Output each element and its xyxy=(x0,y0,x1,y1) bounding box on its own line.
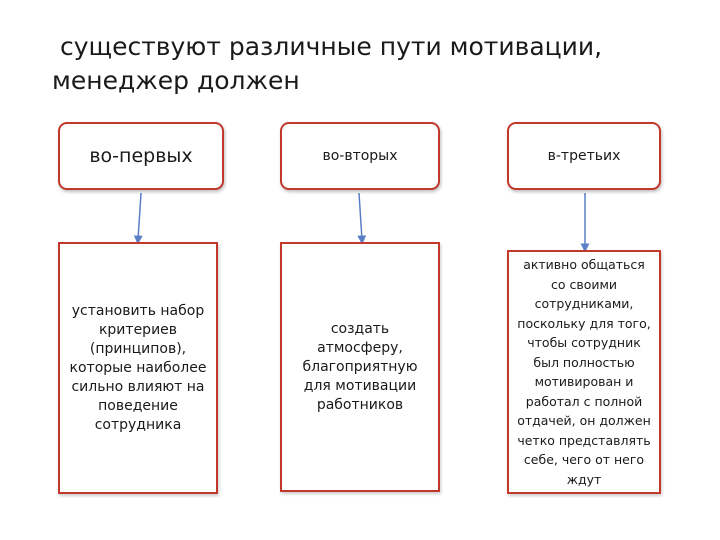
body-text-second: создать атмосферу, благоприятную для мотивации работников xyxy=(302,320,418,413)
header-label-third: в-третьих xyxy=(547,148,621,164)
header-label-first: во-первых xyxy=(89,145,193,167)
connector-1 xyxy=(138,193,141,240)
body-box-second xyxy=(280,242,440,492)
body-text-third: активно общаться со своими сотрудниками, поскольку для того, чтобы сотрудник был полностью мотивирован и работал с полной отдачей, он должен четко представлять себе, чего от него ждут xyxy=(517,257,651,487)
body-text-first: установить набор критериев (принципов), которые наиболее сильно влияют на поведение сотрудника xyxy=(69,302,207,433)
header-label-second: во-вторых xyxy=(322,148,398,164)
title-line-1: существуют различные пути мотивации, xyxy=(60,32,603,61)
body-box-first xyxy=(58,242,218,494)
header-box-third xyxy=(507,122,661,190)
header-box-first xyxy=(58,122,224,190)
connector-2 xyxy=(359,193,362,240)
title-line-2: менеджер должен xyxy=(52,66,300,95)
body-box-third xyxy=(507,250,661,494)
header-box-second xyxy=(280,122,440,190)
